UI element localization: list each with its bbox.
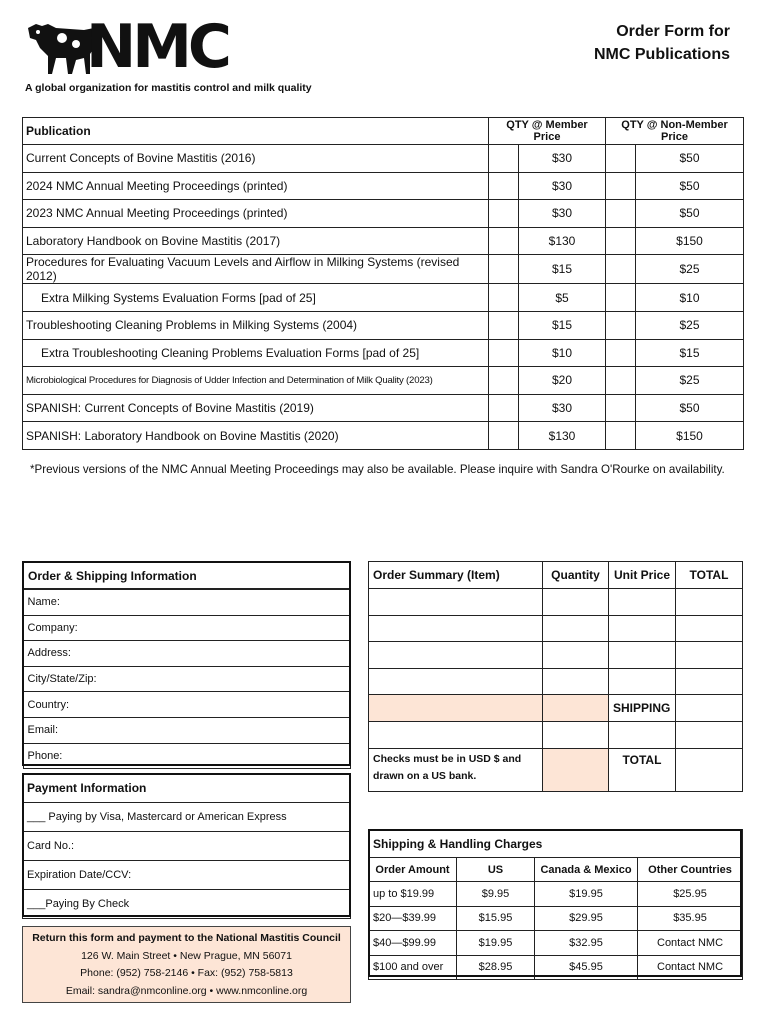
item-field[interactable] [369,722,543,749]
table-row [369,906,743,930]
member-qty-field[interactable] [489,284,519,312]
checks-note: Checks must be in USD $ and drawn on a US bank. [369,748,543,791]
order-summary-table [368,561,743,792]
city-state-zip-field[interactable]: City/State/Zip: [23,666,350,692]
publication-name: Laboratory Handbook on Bovine Mastitis (2017) [23,227,489,255]
total-field[interactable] [676,642,743,669]
nonmember-price: $50 [636,145,744,173]
quantity-field[interactable] [543,722,609,749]
item-field[interactable] [369,668,543,695]
quantity-field[interactable] [543,589,609,616]
col-publication: Publication [23,118,489,145]
nonmember-price: $150 [636,422,744,450]
shipping-label: SHIPPING [609,695,676,722]
member-price: $15 [519,255,606,284]
item-field[interactable] [369,615,543,642]
unit-price-field[interactable] [609,615,676,642]
nonmember-price: $25 [636,311,744,339]
member-qty-field[interactable] [489,145,519,173]
canada-mexico-rate: $45.95 [535,955,638,979]
publication-name: Procedures for Evaluating Vacuum Levels and Airflow in Milking Systems (revised 2012) [23,255,489,284]
member-qty-field[interactable] [489,227,519,255]
member-qty-field[interactable] [489,172,519,200]
return-email-web: Email: sandra@nmconline.org • www.nmconline.org [65,984,308,997]
member-price: $130 [519,422,606,450]
us-rate: $19.95 [457,931,535,955]
page-title [594,20,730,66]
unit-price-field[interactable] [609,722,676,749]
card-number-field[interactable]: Card No.: [23,832,351,861]
unit-price-field[interactable] [609,642,676,669]
other-countries-rate: Contact NMC [638,955,743,979]
summary-row [369,668,743,695]
shipping-row [369,695,743,722]
unit-price-field[interactable] [609,668,676,695]
nonmember-price: $10 [636,284,744,312]
total-blank [543,748,609,791]
member-price: $20 [519,367,606,395]
nonmember-price: $50 [636,200,744,228]
check-payment-option[interactable]: ___Paying By Check [23,890,351,919]
quantity-field[interactable] [543,615,609,642]
table-row [23,255,744,284]
total-label: TOTAL [609,748,676,791]
other-countries-rate: $25.95 [638,882,743,906]
col-us: US [457,858,535,882]
nonmember-price: $25 [636,255,744,284]
name-field[interactable]: Name: [23,589,350,615]
col-unit-price: Unit Price [609,562,676,589]
company-field[interactable]: Company: [23,615,350,641]
table-row [23,367,744,395]
member-qty-field[interactable] [489,311,519,339]
total-field[interactable] [676,668,743,695]
col-other-countries: Other Countries [638,858,743,882]
payment-table [22,773,351,919]
email-field[interactable]: Email: [23,717,350,743]
order-amount: $20—$39.99 [369,906,457,930]
total-row [369,748,743,791]
member-qty-field[interactable] [489,255,519,284]
return-address: 126 W. Main Street • New Prague, MN 56071 [81,949,292,962]
canada-mexico-rate: $29.95 [535,906,638,930]
return-phone-fax: Phone: (952) 758-2146 • Fax: (952) 758-5813 [80,967,293,979]
unit-price-field[interactable] [609,589,676,616]
member-price: $30 [519,172,606,200]
shipping-header-row [369,858,743,882]
col-quantity: Quantity [543,562,609,589]
col-order-amount: Order Amount [369,858,457,882]
member-qty-field[interactable] [489,339,519,367]
address-field[interactable]: Address: [23,641,350,667]
total-field[interactable] [676,722,743,749]
nonmember-price: $150 [636,227,744,255]
us-rate: $9.95 [457,882,535,906]
table-row [23,311,744,339]
publication-name: SPANISH: Laboratory Handbook on Bovine Mastitis (2020) [23,422,489,450]
col-canada-mexico: Canada & Mexico [535,858,638,882]
nonmember-price: $15 [636,339,744,367]
member-price: $10 [519,339,606,367]
card-payment-option[interactable]: ___ Paying by Visa, Mastercard or American Express [23,803,351,832]
shipping-total-field[interactable] [676,695,743,722]
us-rate: $15.95 [457,906,535,930]
summary-header-row [369,562,743,589]
col-total: TOTAL [676,562,743,589]
nmc-logo [22,12,242,82]
table-row [23,172,744,200]
us-rate: $28.95 [457,955,535,979]
order-amount: $40—$99.99 [369,931,457,955]
table-row [23,394,744,422]
phone-field[interactable]: Phone: [23,743,350,769]
shipping-blank [369,695,543,722]
shipping-blank [543,695,609,722]
nonmember-price: $50 [636,172,744,200]
publications-table [22,117,744,450]
return-heading: Return this form and payment to the National Mastitis Council [32,932,341,944]
table-row [23,422,744,450]
col-member-price: QTY @ Member Price [489,118,606,145]
table-header-row [23,118,744,145]
nonmember-qty-field[interactable] [606,145,636,173]
member-qty-field[interactable] [489,367,519,395]
quantity-field[interactable] [543,642,609,669]
order-shipping-title: Order & Shipping Information [23,562,350,589]
publication-name: SPANISH: Current Concepts of Bovine Mastitis (2019) [23,394,489,422]
nonmember-qty-field[interactable] [606,172,636,200]
nonmember-qty-field[interactable] [606,311,636,339]
member-qty-field[interactable] [489,394,519,422]
nonmember-qty-field[interactable] [606,339,636,367]
canada-mexico-rate: $19.95 [535,882,638,906]
item-field[interactable] [369,642,543,669]
table-row [23,339,744,367]
total-field[interactable] [676,615,743,642]
publication-name: Microbiological Procedures for Diagnosis of Udder Infection and Determination of Milk Quality (2023) [23,367,489,395]
title-line-2: NMC Publications [593,46,730,63]
nonmember-price: $50 [636,394,744,422]
other-countries-rate: Contact NMC [638,931,743,955]
member-price: $130 [519,227,606,255]
table-row [369,931,743,955]
table-row [369,955,743,979]
summary-row [369,615,743,642]
nonmember-qty-field[interactable] [606,227,636,255]
table-row [23,284,744,312]
total-field[interactable] [676,589,743,616]
nonmember-qty-field[interactable] [606,284,636,312]
grand-total-field[interactable] [676,748,743,791]
item-field[interactable] [369,589,543,616]
nonmember-qty-field[interactable] [606,367,636,395]
member-price: $30 [519,394,606,422]
col-nonmember-price: QTY @ Non-Member Price [606,118,744,145]
table-row [23,200,744,228]
order-amount: $100 and over [369,955,457,979]
shipping-charges-title: Shipping & Handling Charges [369,830,743,858]
shipping-charges-table [368,829,743,980]
other-countries-rate: $35.95 [638,906,743,930]
nonmember-qty-field[interactable] [606,255,636,284]
order-amount: up to $19.99 [369,882,457,906]
summary-row [369,722,743,749]
availability-note: *Previous versions of the NMC Annual Meeting Proceedings may also be available. Please inquire with Sandra O'Rourke on availability. [30,463,725,476]
table-row [23,145,744,173]
member-price: $15 [519,311,606,339]
nonmember-qty-field[interactable] [606,394,636,422]
member-price: $30 [519,200,606,228]
country-field[interactable]: Country: [23,692,350,718]
logo-text: NMC [86,12,228,82]
publication-name: 2024 NMC Annual Meeting Proceedings (printed) [23,172,489,200]
payment-title: Payment Information [23,774,351,803]
member-qty-field[interactable] [489,422,519,450]
canada-mexico-rate: $32.95 [535,931,638,955]
nonmember-price: $25 [636,367,744,395]
publication-name: Extra Troubleshooting Cleaning Problems Evaluation Forms [pad of 25] [23,339,489,367]
table-row [23,227,744,255]
table-row [369,882,743,906]
summary-row [369,642,743,669]
publication-name: 2023 NMC Annual Meeting Proceedings (printed) [23,200,489,228]
nonmember-qty-field[interactable] [606,200,636,228]
expiration-ccv-field[interactable]: Expiration Date/CCV: [23,861,351,890]
summary-row [369,589,743,616]
quantity-field[interactable] [543,668,609,695]
col-item: Order Summary (Item) [369,562,543,589]
tagline: A global organization for mastitis control and milk quality [25,82,312,94]
publication-name: Current Concepts of Bovine Mastitis (2016) [23,145,489,173]
member-price: $5 [519,284,606,312]
order-shipping-table [22,561,351,769]
member-price: $30 [519,145,606,173]
title-line-1: Order Form for [616,23,730,40]
nonmember-qty-field[interactable] [606,422,636,450]
publication-name: Troubleshooting Cleaning Problems in Milking Systems (2004) [23,311,489,339]
member-qty-field[interactable] [489,200,519,228]
return-info-box [22,926,351,1003]
publication-name: Extra Milking Systems Evaluation Forms [pad of 25] [23,284,489,312]
